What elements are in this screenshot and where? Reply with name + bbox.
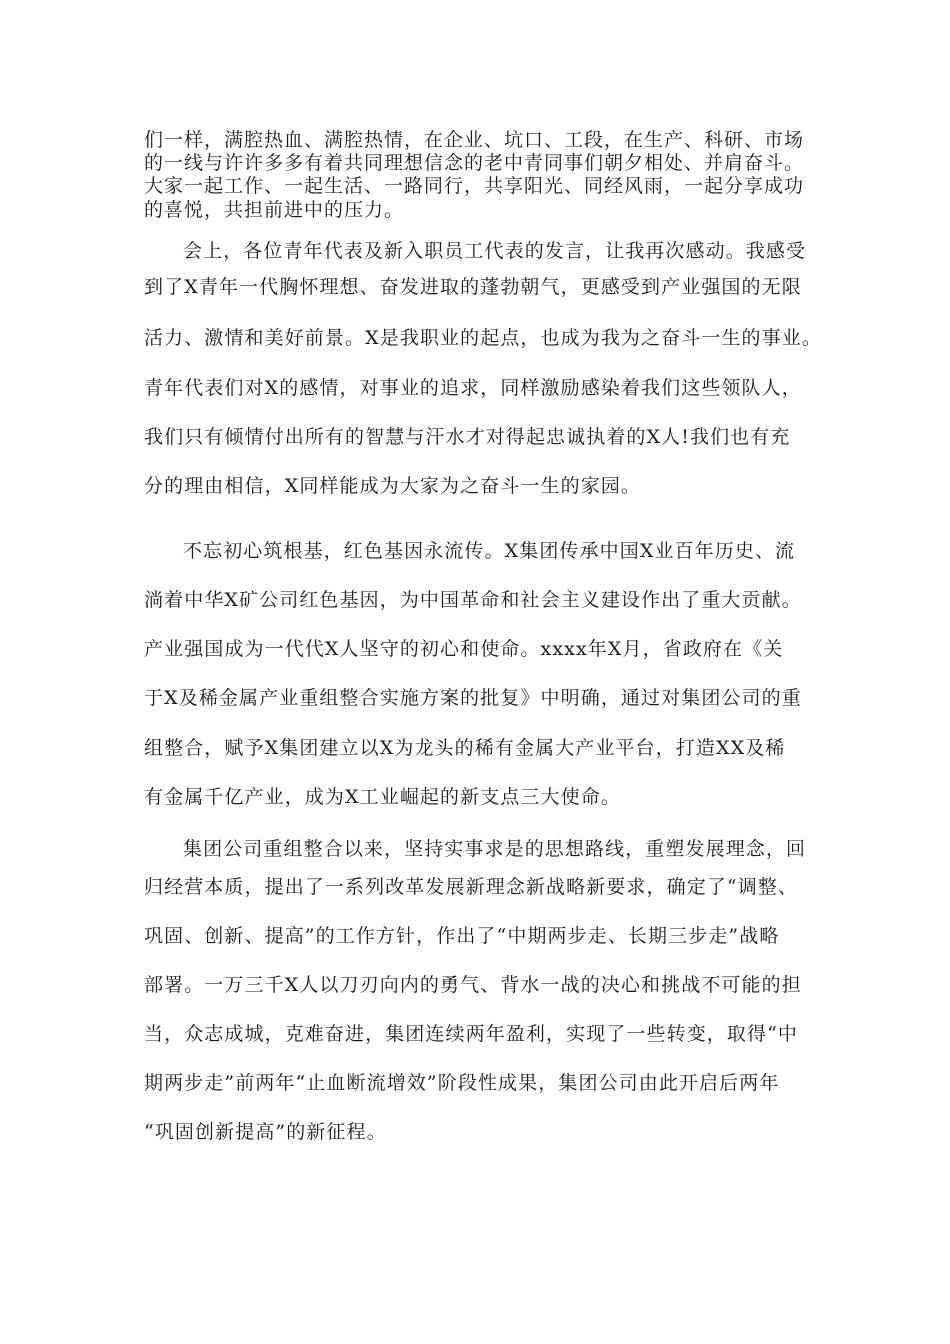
paragraph-line: 期两步走”前两年“止血断流增效”阶段性成果，集团公司由此开启后两年 bbox=[144, 1072, 780, 1094]
paragraph-line: 分的理由相信，X同样能成为大家为之奋斗一生的家园。 bbox=[144, 475, 642, 497]
paragraph-line: 青年代表们对X的感情，对事业的追求，同样激励感染着我们这些领队人， bbox=[144, 377, 802, 399]
paragraph-line: 我们只有倾情付出所有的智慧与汗水才对得起忠诚执着的X人!我们也有充 bbox=[144, 426, 791, 448]
paragraph-line: 集团公司重组整合以来，坚持实事求是的思想路线，重塑发展理念，回 bbox=[183, 838, 807, 860]
paragraph-line: 淌着中华X矿公司红色基因，为中国革命和社会主义建设作出了重大贡献。 bbox=[144, 589, 802, 611]
paragraph-line: 们一样，满腔热血、满腔热情，在企业、坑口、工段，在生产、科研、市场 bbox=[144, 129, 805, 151]
paragraph-line: 组整合，赋予X集团建立以X为龙头的稀有金属大产业平台，打造XX及稀 bbox=[144, 737, 786, 759]
paragraph-line: 当，众志成城，克难奋进，集团连续两年盈利，实现了一些转变，取得“中 bbox=[144, 1023, 799, 1045]
paragraph-line: 有金属千亿产业，成为X工业崛起的新支点三大使命。 bbox=[144, 786, 621, 808]
paragraph-line: 到了X青年一代胸怀理想、奋发进取的蓬勃朝气，更感受到产业强国的无限 bbox=[144, 276, 802, 298]
paragraph-line: 不忘初心筑根基，红色基因永流传。X集团传承中国X业百年历史、流 bbox=[183, 540, 796, 562]
paragraph-line: 大家一起工作、一起生活、一路同行，共享阳光、同经风雨，一起分享成功 bbox=[144, 175, 805, 197]
paragraph-line: 活力、激情和美好前景。X是我职业的起点，也成为我为之奋斗一生的事业。 bbox=[144, 327, 822, 349]
paragraph-line: “巩固创新提高”的新征程。 bbox=[144, 1121, 387, 1143]
paragraph-line: 归经营本质，提出了一系列改革发展新理念新战略新要求，确定了“调整、 bbox=[144, 876, 799, 898]
paragraph-line: 部署。一万三千X人以刀刃向内的勇气、背水一战的决心和挑战不可能的担 bbox=[144, 974, 802, 996]
paragraph-line: 的喜悦，共担前进中的压力。 bbox=[144, 199, 405, 221]
paragraph-line: 产业强国成为一代代X人坚守的初心和使命。xxxx年X月，省政府在《关 bbox=[144, 638, 784, 660]
paragraph-line: 巩固、创新、提高”的工作方针，作出了“中期两步走、长期三步走”战略 bbox=[144, 925, 780, 947]
paragraph-line: 的一线与许许多多有着共同理想信念的老中青同事们朝夕相处、并肩奋斗。 bbox=[144, 152, 805, 174]
paragraph-line: 于X及稀金属产业重组整合实施方案的批复》中明确，通过对集团公司的重 bbox=[144, 687, 802, 709]
paragraph-line: 会上，各位青年代表及新入职员工代表的发言，让我再次感动。我感受 bbox=[183, 240, 807, 262]
